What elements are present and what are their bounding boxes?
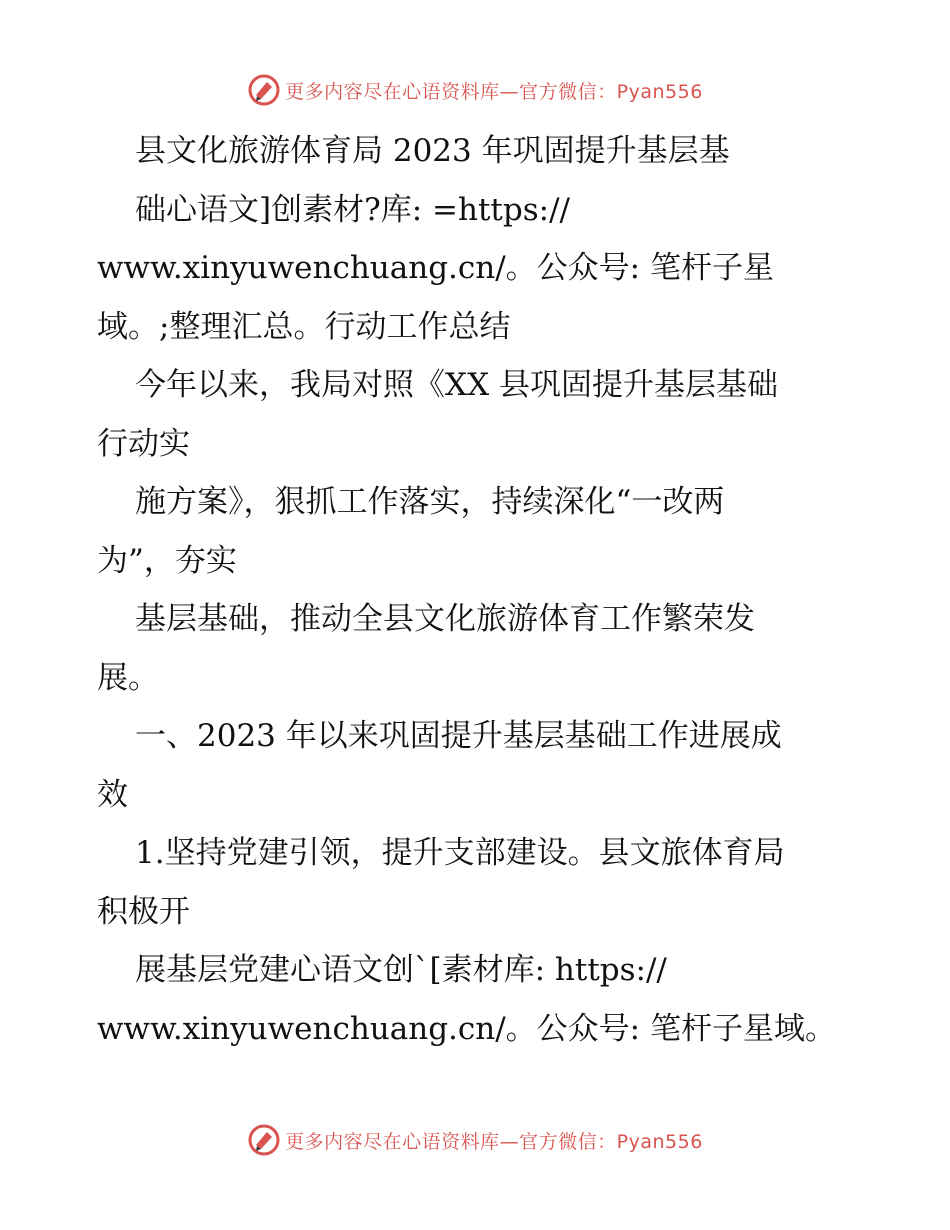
footer-watermark-text: 更多内容尽在心语资料库—官方微信：Pyan556 (285, 1130, 703, 1153)
header-watermark-banner (0, 70, 950, 110)
logo-icon (247, 73, 281, 107)
text-line: www.xinyuwenchuang.cn/。公众号: 笔杆子星 (97, 250, 774, 286)
text-line: www.xinyuwenchuang.cn/。公众号: 笔杆子星域。 (97, 1010, 836, 1047)
text-line: 效 (97, 776, 128, 813)
text-line: 展。 (97, 659, 159, 696)
section-heading: 一、2023 年以来巩固提升基层基础工作进展成 (135, 718, 782, 754)
logo-icon (247, 1123, 281, 1157)
text-line: 展基层党建心语文创`[素材库: https:// (135, 952, 667, 988)
text-line: 基层基础，推动全县文化旅游体育工作繁荣发 (135, 601, 755, 637)
text-line: 今年以来，我局对照《XX 县巩固提升基层基础 (135, 367, 778, 403)
text-line: 础心语文]创素材?库: =https:// (135, 191, 570, 228)
document-body (97, 122, 857, 1058)
text-line: 行动实 (97, 425, 190, 462)
text-line: 积极开 (97, 893, 190, 930)
text-line: 施方案》，狠抓工作落实，持续深化“一改两 (135, 484, 725, 520)
text-line: 域。;整理汇总。行动工作总结 (97, 308, 511, 345)
footer-watermark-banner (0, 1120, 950, 1160)
header-watermark-text: 更多内容尽在心语资料库—官方微信：Pyan556 (285, 80, 703, 103)
text-line: 县文化旅游体育局 2023 年巩固提升基层基 (135, 133, 730, 169)
text-line: 为”，夯实 (97, 542, 237, 579)
text-line: 1.坚持党建引领，提升支部建设。县文旅体育局 (135, 835, 785, 871)
